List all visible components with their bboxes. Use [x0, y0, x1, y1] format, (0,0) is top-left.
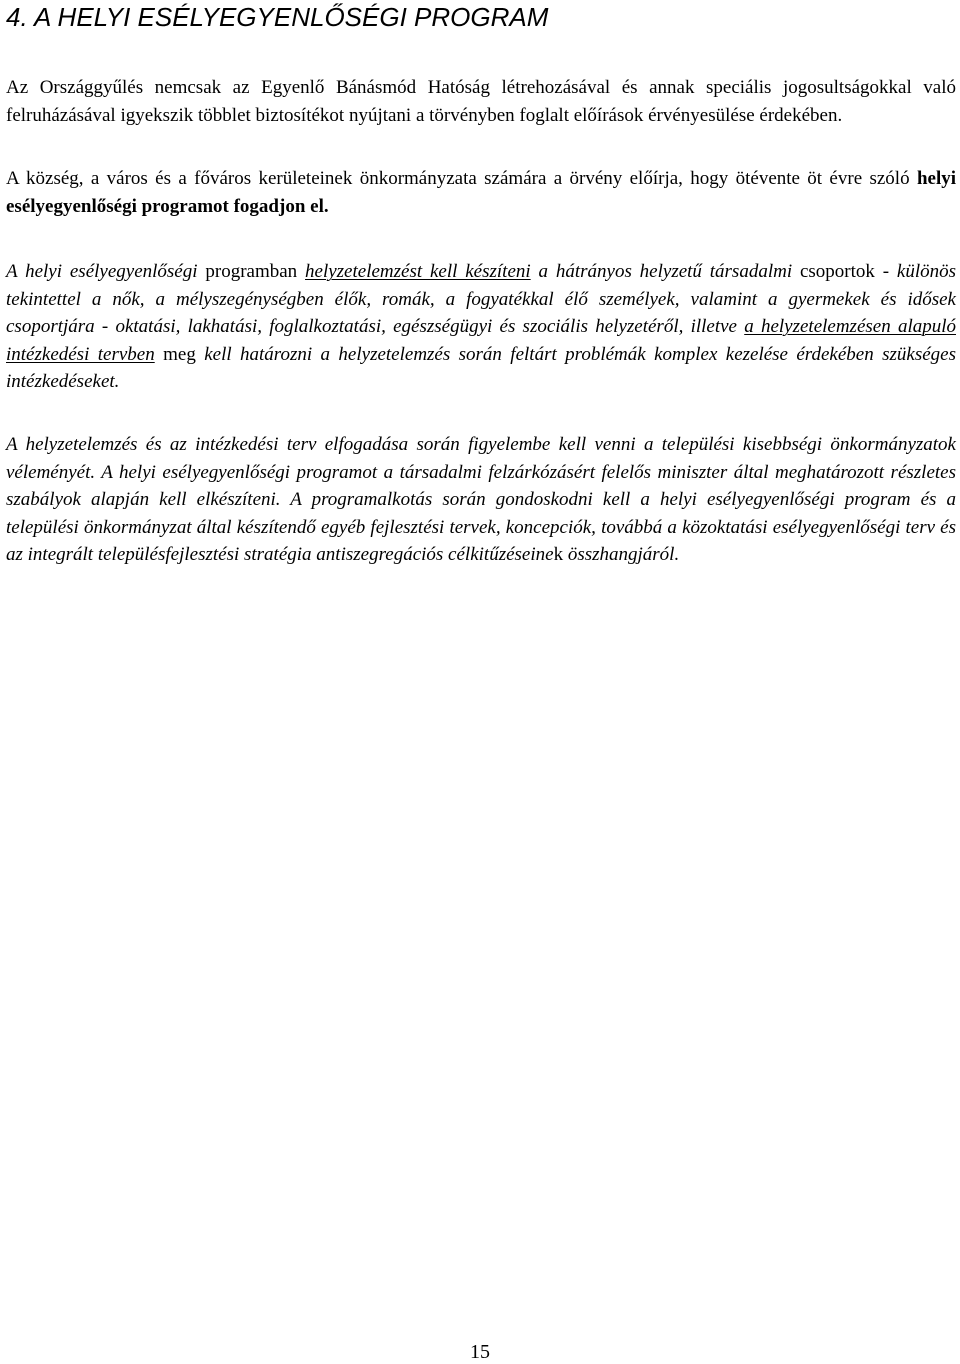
paragraph-obligation-text: A község, a város és a főváros kerületeinek önkormányzata számára a örvény előírja, hogy ötévente öt évre szóló	[6, 168, 917, 189]
p3-span-7: különös tekintettel a nők, a mélyszegénységben élők, romák, a fogyatékkal élő személyek, valamint a gyermekek és idősek csoportjára - oktatási, lakhatási, foglalkoztatási, egészségügyi és szociális helyzetéről, illetve	[6, 261, 957, 338]
p3-span-2: programban	[197, 261, 306, 282]
p3-span-9: meg	[154, 343, 205, 365]
p4-span-1: A helyzetelemzés és az intézkedési terv elfogadása során figyelembe kell venni a települési kisebbségi önkormányzatok véleményét. A helyi esélyegyenlőségi programot a társadalmi felzárkózásért felelős miniszter által meghatározott részletes szabályok alapján kell elkészíteni. A programalkotás során gondoskodni kell a helyi esélyegyenlőségi program és a települési önkormányzat által készítendő egyéb fejlesztési tervek, koncepciók, továbbá a közoktatási esélyegyenlőségi terv és az integrált településfejlesztési stratégia antiszegregációs célkitűzéseine	[6, 434, 956, 566]
paragraph-program-content	[6, 258, 956, 396]
page-number: 15	[470, 1341, 490, 1363]
p3-span-5: csoportok	[799, 261, 875, 282]
p3-underlined-2: a helyzetelemzésen alapuló intézkedési tervben	[6, 316, 956, 365]
paragraph-obligation-bold: helyi esélyegyenlőségi programot fogadjon el.	[6, 168, 956, 217]
p3-span-10: kell határozni a helyzetelemzés során feltárt problémák komplex kezelése érdekében szükséges intézkedéseket.	[6, 343, 956, 393]
section-heading: 4. A HELYI ESÉLYEGYENLŐSÉGI PROGRAM	[6, 2, 549, 32]
p3-span-1: A helyi esélyegyenlőségi	[6, 261, 198, 282]
p4-span-3: összhangjáról.	[563, 544, 680, 566]
paragraph-requirements	[6, 431, 956, 569]
p4-span-2: k	[553, 544, 564, 566]
p3-span-6: -	[874, 261, 897, 282]
p3-underlined-1: helyzetelemzést kell készíteni	[305, 261, 531, 282]
paragraph-obligation	[6, 165, 956, 221]
p3-span-4: a hátrányos helyzetű társadalmi	[530, 261, 800, 282]
paragraph-intro: Az Országgyűlés nemcsak az Egyenlő Bánásmód Hatóság létrehozásával és annak speciális jogosultságokkal való felruházásával igyekszik többlet biztosítékot nyújtani a törvényben foglalt előírások érvényesülése érdekében.	[6, 77, 956, 126]
